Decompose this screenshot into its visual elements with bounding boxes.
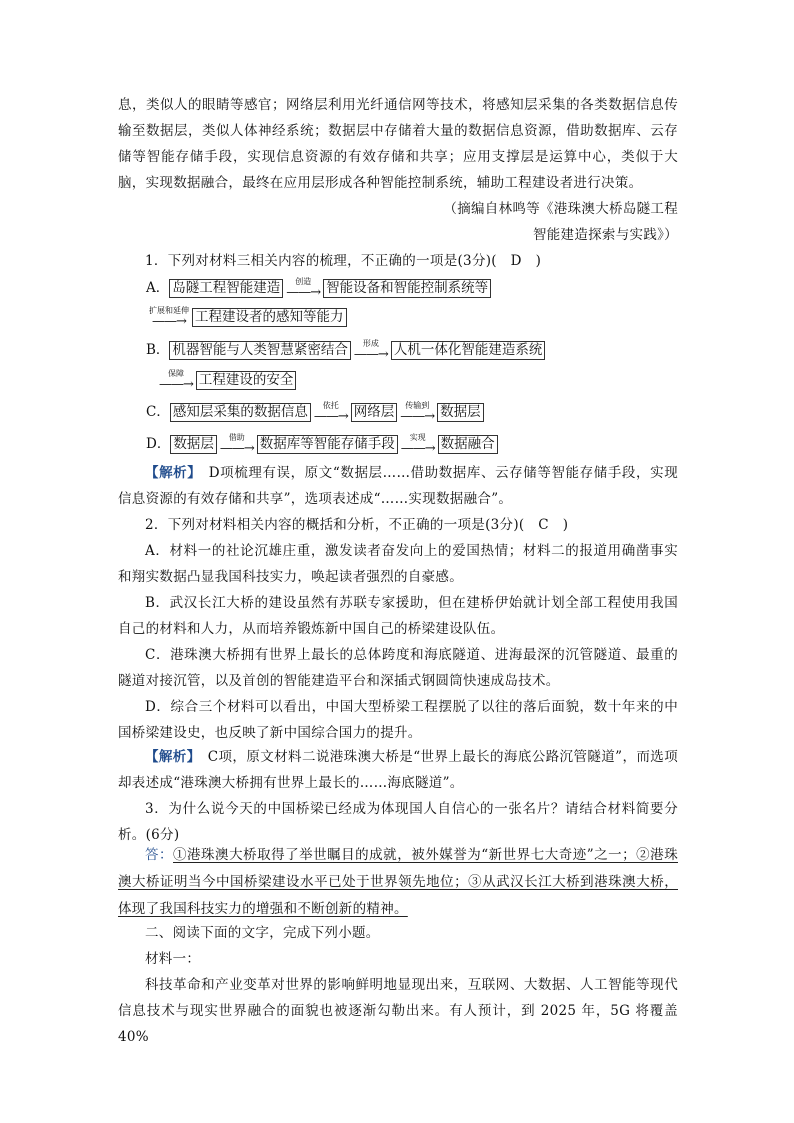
question-1-stem: 1．下列对材料三相关内容的梳理，不正确的一项是(3分)( D ) — [145, 253, 542, 269]
question-3-stem: 3．为什么说今天的中国桥梁已经成为体现国人自信心的一张名片？请结合材料简要分析。(6分) — [118, 801, 678, 843]
option-a-arrow-1 — [286, 277, 320, 299]
arrow-label: 实现 — [409, 433, 426, 442]
source-line-2: 智能建造探索与实践》） — [532, 227, 678, 243]
q1-option-b-cont — [156, 368, 296, 392]
q2-option-c: C．港珠澳大桥拥有世界上最长的总体跨度和海底隧道、进海最深的沉管隧道、最重的隧道对接沉管，以及首创的智能建造平台和深插式钢圆筒快速成岛技术。 — [118, 647, 678, 689]
source-line-1: （摘编自林鸣等《港珠澳大桥岛隧工程 — [443, 201, 678, 217]
answer-text: ①港珠澳大桥取得了举世瞩目的成就，被外媒誉为“新世界七大奇迹”之一；②港珠澳大桥证明当今中国桥梁建设水平已处于世界领先地位；③从武汉长江大桥到港珠澳大桥，体现了我国科技实力的增强和不断创新的精神。 — [118, 847, 678, 917]
option-d-arrow-2 — [401, 433, 435, 455]
section-2-title: 二、阅读下面的文字，完成下列小题。 — [145, 925, 380, 941]
question-2-stem: 2．下列对材料相关内容的概括和分析，不正确的一项是(3分)( C ) — [145, 517, 569, 533]
option-c-label: C． — [146, 404, 170, 420]
option-a-arrow-2 — [149, 306, 189, 328]
q1-option-d — [146, 432, 498, 456]
option-c-arrow-1 — [314, 401, 348, 423]
option-d-label: D． — [146, 436, 171, 452]
option-c-box-3: 数据层 — [437, 403, 484, 422]
option-d-box-3: 数据融合 — [438, 435, 498, 454]
q1-option-a — [146, 276, 491, 300]
arrow-right-icon: ——→ — [400, 409, 435, 424]
option-d-arrow-1 — [220, 433, 254, 455]
option-b-box-2: 人机一体化智能建造系统 — [391, 341, 546, 360]
option-d-box-2: 数据库等智能存储手段 — [257, 435, 398, 454]
arrow-right-icon: ——→ — [219, 441, 254, 456]
option-c-box-2: 网络层 — [351, 403, 398, 422]
arrow-right-icon: ——→ — [152, 314, 186, 329]
arrow-label: 扩展和延伸 — [149, 306, 189, 315]
analysis-tag: 【解析】 — [145, 465, 195, 481]
arrow-label: 传输到 — [405, 401, 430, 410]
q2-option-d: D．综合三个材料可以看出，中国大型桥梁工程摆脱了以往的落后面貌，数十年来的中国桥梁建设史，也反映了新中国综合国力的提升。 — [118, 699, 678, 741]
analysis-text: C项，原文材料二说港珠澳大桥是“世界上最长的海底公路沉管隧道”，而选项却表述成“港珠澳大桥拥有世界上最长的……海底隧道”。 — [118, 749, 678, 791]
answer-label: 答： — [145, 847, 174, 863]
option-b-box-3: 工程建设的安全 — [196, 371, 297, 390]
arrow-right-icon: ——→ — [313, 409, 348, 424]
arrow-label: 依托 — [322, 401, 339, 410]
q1-option-b — [146, 338, 545, 362]
option-b-arrow-1 — [354, 339, 388, 361]
material-1-label: 材料一： — [145, 951, 201, 967]
arrow-right-icon: ——→ — [400, 441, 435, 456]
arrow-label: 借助 — [228, 433, 245, 442]
q2-option-b: B．武汉长江大桥的建设虽然有苏联专家援助，但在建桥伊始就计划全部工程使用我国自己的材料和人力，从而培养锻炼新中国自己的桥梁建设队伍。 — [118, 595, 678, 637]
q2-option-a: A．材料一的社论沉雄庄重，激发读者奋发向上的爱国热情；材料二的报道用确凿事实和翔实数据凸显我国科技实力，唤起读者强烈的自豪感。 — [118, 543, 678, 585]
q2-analysis — [118, 744, 678, 796]
option-a-box-3: 工程建设者的感知等能力 — [192, 308, 347, 327]
option-c-box-1: 感知层采集的数据信息 — [170, 403, 311, 422]
q1-analysis — [118, 460, 678, 512]
option-b-box-1: 机器智能与人类智慧紧密结合 — [169, 341, 351, 360]
analysis-text: D项梳理有误，原文“数据层……借助数据库、云存储等智能存储手段，实现信息资源的有效存储和共享”，选项表述成“……实现数据融合”。 — [118, 465, 678, 507]
q3-answer — [118, 842, 678, 923]
arrow-label: 创造 — [295, 277, 312, 286]
analysis-tag: 【解析】 — [145, 749, 194, 765]
option-a-box-2: 智能设备和智能控制系统等 — [323, 279, 491, 298]
arrow-label: 形成 — [362, 339, 379, 348]
option-b-arrow-2 — [159, 369, 193, 391]
arrow-right-icon: ——→ — [159, 377, 193, 392]
q1-option-a-cont — [146, 305, 347, 329]
option-b-label: B． — [146, 342, 170, 358]
material-1-text: 科技革命和产业变革对世界的影响鲜明地显现出来，互联网、大数据、人工智能等现代信息技术与现实世界融合的面貌也被逐渐勾勒出来。有人预计，到 2025 年，5G 将覆盖 40% — [118, 977, 678, 1045]
arrow-right-icon: ——→ — [353, 347, 388, 362]
option-d-box-1: 数据层 — [170, 435, 217, 454]
option-c-arrow-2 — [400, 401, 434, 423]
intro-paragraph: 息，类似人的眼睛等感官；网络层利用光纤通信网等技术，将感知层采集的各类数据信息传输至数据层，类似人体神经系统；数据层中存储着大量的数据信息资源，借助数据库、云存储等智能存储手段，实现信息资源的有效存储和共享；应用支撑层是运算中心，类似于大脑，实现数据融合，最终在应用层形成各种智能控制系统，辅助工程建设者进行决策。 — [118, 97, 678, 191]
option-a-box-1: 岛隧工程智能建造 — [169, 279, 283, 298]
option-a-label: A． — [146, 280, 170, 296]
q1-option-c — [146, 400, 484, 424]
arrow-label: 保障 — [167, 369, 184, 378]
arrow-right-icon: ——→ — [286, 285, 321, 300]
